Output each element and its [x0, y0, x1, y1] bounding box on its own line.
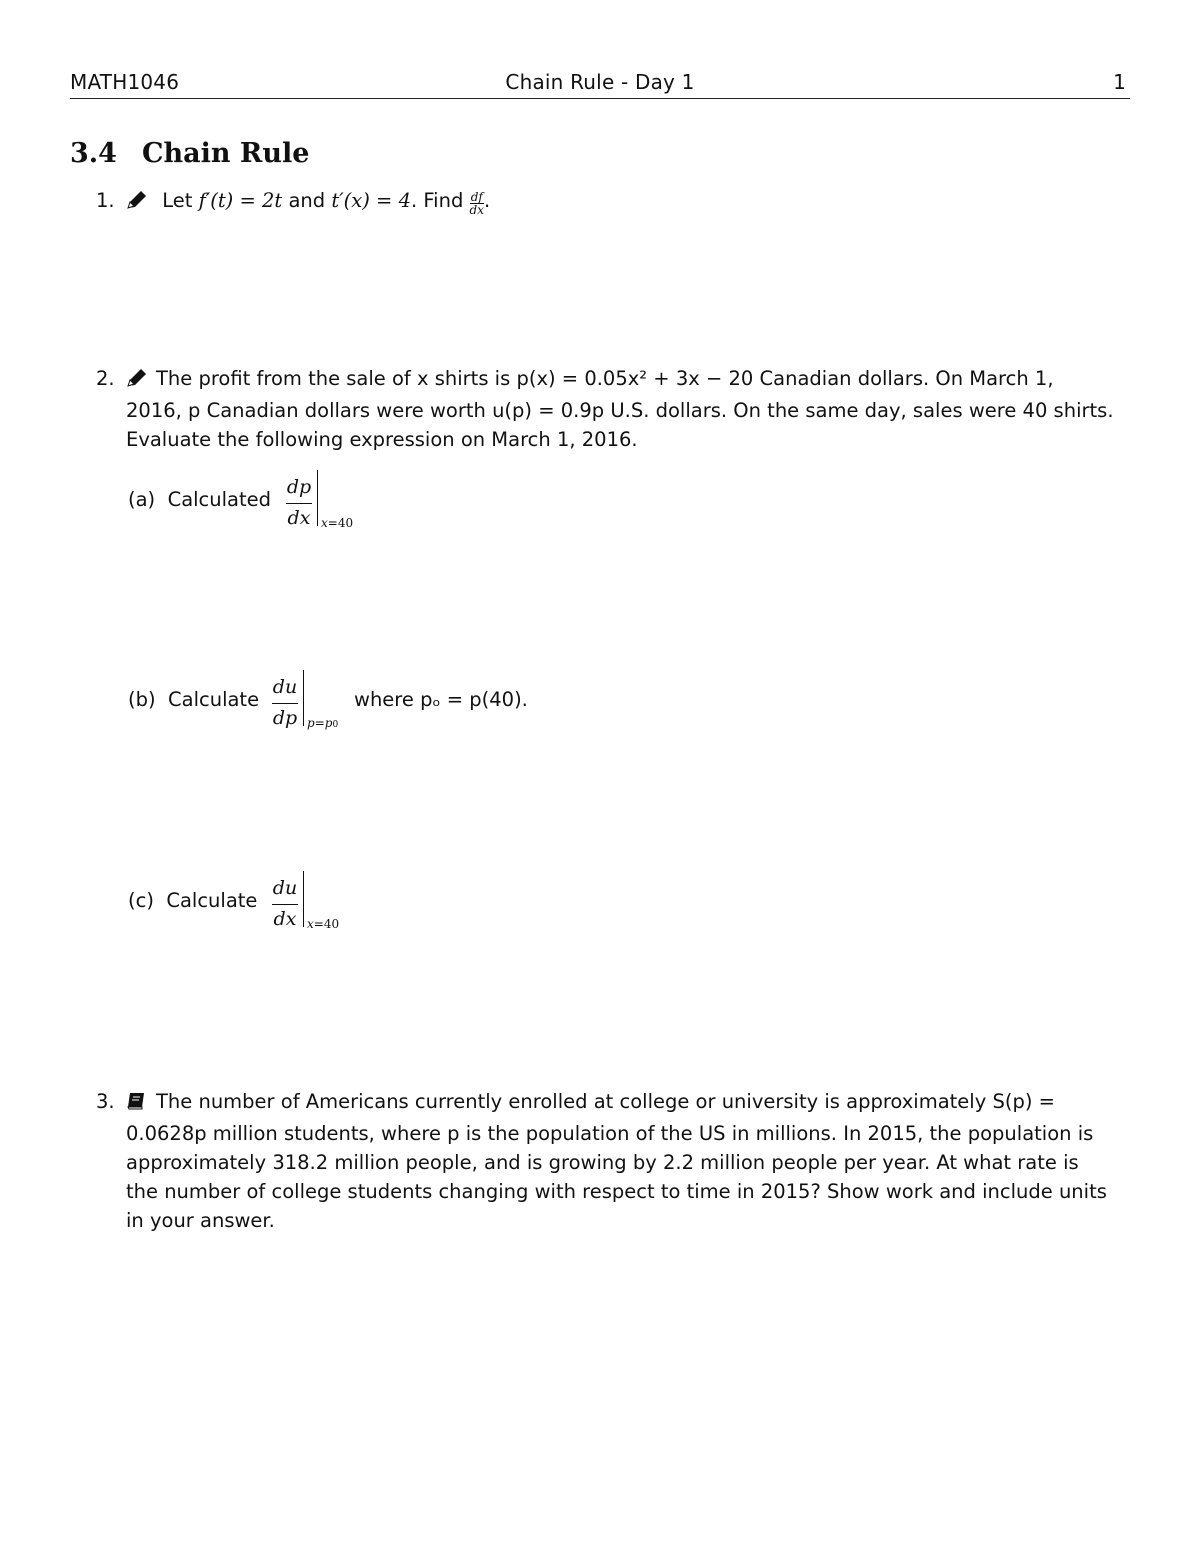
- subpart-a: [128, 476, 528, 536]
- find-word: . Find: [410, 189, 464, 212]
- section-number: 3.4: [70, 138, 117, 169]
- subpart-label: (b): [128, 688, 156, 711]
- subpart-verb: Calculate: [166, 889, 258, 912]
- fraction-denominator: dx: [273, 908, 297, 930]
- section-heading: [70, 138, 309, 169]
- evaluation-bar: [317, 470, 318, 526]
- fraction-denominator: dp: [272, 707, 298, 729]
- evaluation-point: x=40: [307, 917, 340, 931]
- problem-number: 3.: [96, 1090, 115, 1113]
- page-number: 1: [1113, 70, 1126, 94]
- subpart-verb: Calculate: [168, 688, 260, 711]
- course-code: MATH1046: [70, 70, 180, 94]
- header-title: Chain Rule - Day 1: [505, 70, 695, 94]
- subpart-label: (a): [128, 488, 156, 511]
- problem-number: 2.: [96, 367, 115, 390]
- evaluation-bar: [303, 871, 304, 927]
- problem-3: [96, 1087, 1132, 1235]
- period: .: [484, 189, 491, 212]
- subpart-verb: Calculated: [167, 488, 272, 511]
- fraction-numerator: dp: [286, 476, 312, 498]
- t-prime-expr: t′(x) = 4: [331, 189, 411, 212]
- book-icon: [126, 1090, 148, 1119]
- problem-line: The number of Americans currently enrolled at college or university is approximately S(p) =: [126, 1087, 1132, 1119]
- problem-1: [96, 186, 1132, 218]
- problem-line: in your answer.: [126, 1209, 275, 1232]
- subpart-b: [128, 676, 628, 736]
- df-dx-fraction: $\frac{df}{dx}$: [469, 190, 484, 217]
- evaluation-point: x=40: [321, 516, 354, 530]
- fraction-denominator: dx: [287, 507, 311, 529]
- section-title: Chain Rule: [142, 138, 310, 169]
- fraction-numerator: du: [272, 877, 298, 899]
- problem-number: 1.: [96, 189, 115, 212]
- fraction-bar: [286, 503, 312, 504]
- fraction-bar: [272, 904, 298, 905]
- page-header: [70, 66, 1130, 99]
- subpart-label: (c): [128, 889, 154, 912]
- let-word: Let: [162, 189, 193, 212]
- fraction-bar: [272, 703, 298, 704]
- problem-line: the number of college students changing with respect to time in 2015? Show work and include units: [126, 1180, 1107, 1203]
- f-prime-expr: f′(t) = 2t: [198, 189, 283, 212]
- problem-line: 2016, p Canadian dollars were worth u(p) = 0.9p U.S. dollars. On the same day, sales were 40 shirts.: [126, 399, 1114, 422]
- evaluation-point: p=p0: [307, 716, 339, 730]
- subpart-c: [128, 877, 528, 937]
- problem-line: 0.0628p million students, where p is the population of the US in millions. In 2015, the population is: [126, 1122, 1094, 1145]
- problem-line: The profit from the sale of x shirts is p(x) = 0.05x² + 3x − 20 Canadian dollars. On March 1,: [126, 364, 1132, 396]
- problem-2: [96, 364, 1132, 454]
- and-word: and: [288, 189, 326, 212]
- problem-line: approximately 318.2 million people, and is growing by 2.2 million people per year. At what rate is: [126, 1151, 1079, 1174]
- subpart-condition: where pₒ = p(40).: [354, 688, 528, 711]
- problem-line: Evaluate the following expression on March 1, 2016.: [126, 428, 638, 451]
- pencil-icon: [126, 367, 148, 396]
- fraction-numerator: du: [272, 676, 298, 698]
- evaluation-bar: [303, 670, 304, 726]
- pencil-icon: [126, 189, 148, 218]
